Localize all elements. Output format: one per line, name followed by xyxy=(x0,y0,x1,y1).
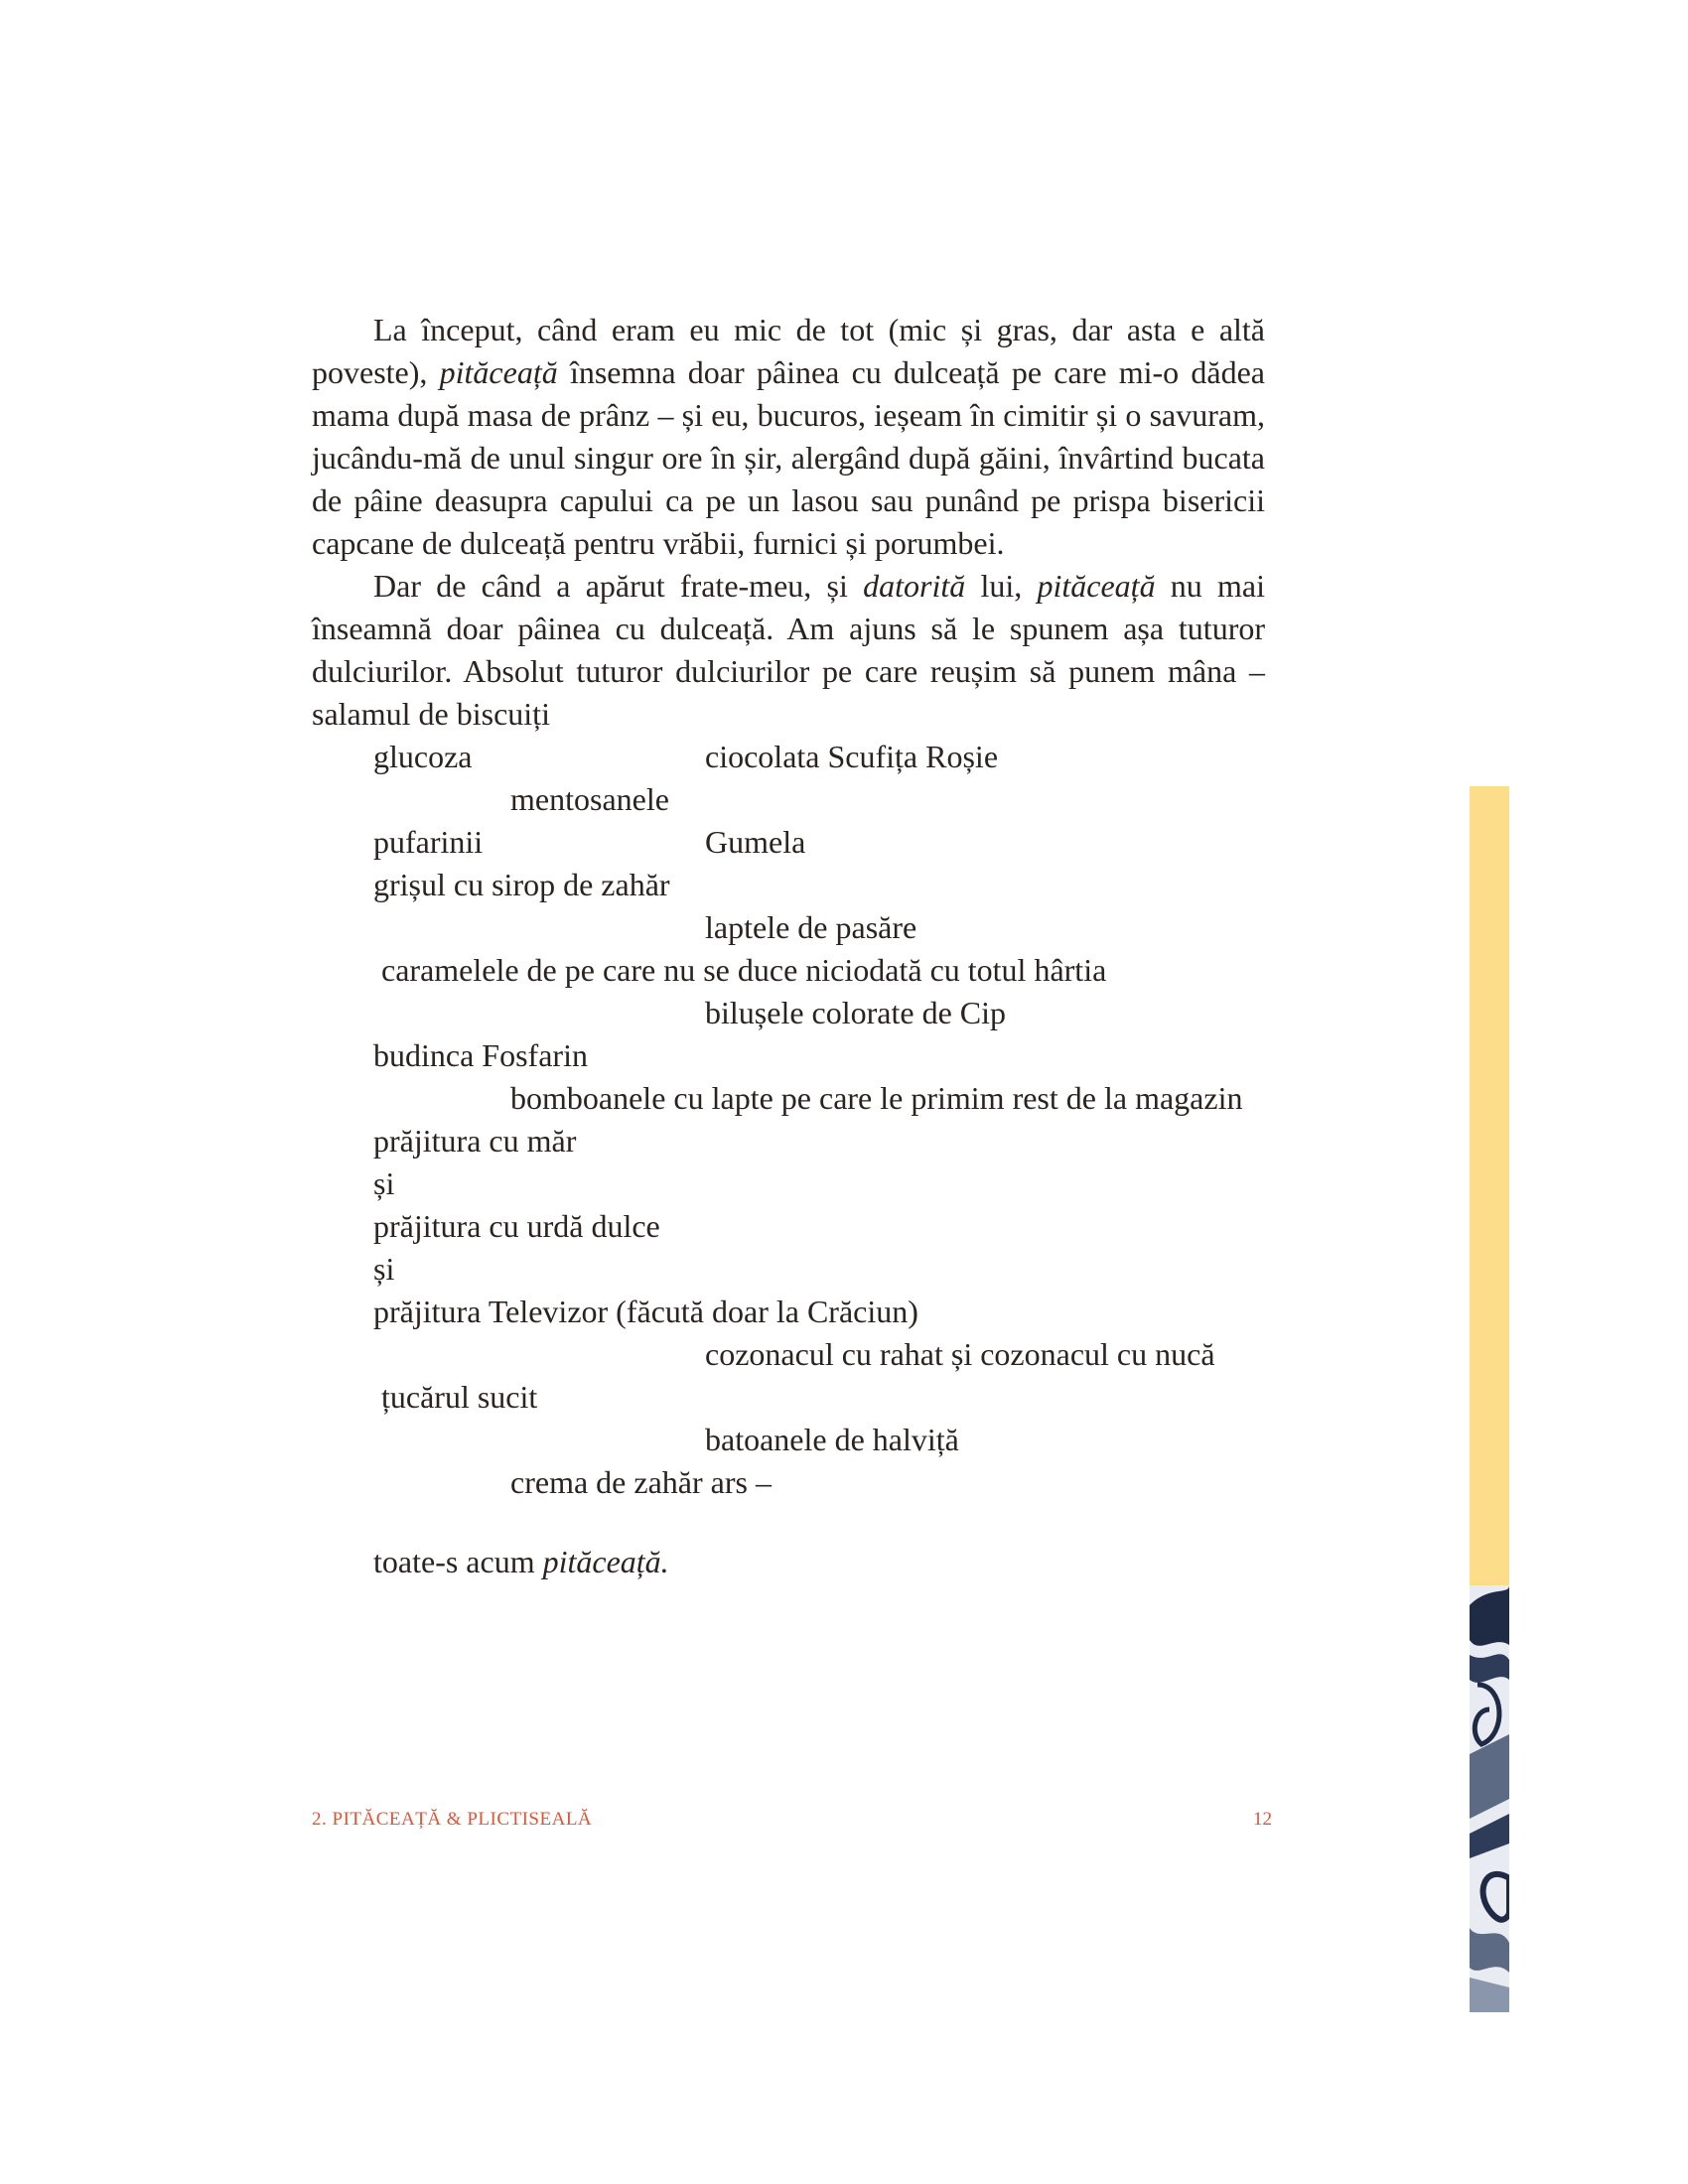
paragraph-2-italic-a: datorită xyxy=(863,568,966,604)
closing-line xyxy=(373,1541,669,1583)
list-item: budinca Fosfarin xyxy=(373,1037,588,1073)
decorative-side-strip xyxy=(1470,786,1509,2012)
list-item: țucărul sucit xyxy=(381,1379,538,1415)
list-item: și xyxy=(373,1251,395,1287)
list-item: bomboanele cu lapte pe care le primim rest de la magazin xyxy=(510,1080,1243,1116)
list-item: glucoza xyxy=(373,739,473,774)
paragraph-2-italic-b: pităceață xyxy=(1037,568,1156,604)
list-item: cozonacul cu rahat și cozonacul cu nucă xyxy=(705,1336,1215,1372)
list-item: ciocolata Scufița Roșie xyxy=(705,739,999,774)
page-number: 12 xyxy=(1253,1809,1272,1830)
body-text xyxy=(312,309,1266,1579)
list-item: batoanele de halviță xyxy=(705,1422,959,1457)
paragraph-2-text-a: Dar de când a apărut frate-meu, și xyxy=(373,568,864,604)
list-item: bilușele colorate de Cip xyxy=(705,995,1007,1030)
illustration-fragment xyxy=(1470,1585,1509,2012)
list-item: grișul cu sirop de zahăr xyxy=(373,867,670,902)
paragraph-1-italic: pităceață xyxy=(439,354,558,390)
list-item: caramelele de pe care nu se duce niciodată cu totul hârtia xyxy=(381,952,1107,988)
chapter-running-footer: 2. PITĂCEAȚĂ & PLICTISEALĂ xyxy=(312,1809,593,1830)
list-item: mentosanele xyxy=(510,781,669,817)
sweets-list xyxy=(312,736,1265,1579)
list-item: laptele de pasăre xyxy=(705,909,917,945)
list-item: și xyxy=(373,1165,395,1201)
closing-italic: pităceață. xyxy=(542,1544,669,1579)
paragraph-1-text-a: La început, când eram eu mic de tot (mic și gras, dar asta e altă poveste), xyxy=(312,312,1265,390)
list-item: prăjitura cu urdă dulce xyxy=(373,1208,660,1244)
paragraph-1-text-b: însemna doar pâinea cu dulceață pe care mi-o dădea mama după masa de prânz – și eu, bucuros, ieșeam în cimitir și o savuram, jucându-mă de unul singur ore în șir, alergând după găini, învârtind bucata de pâine deasupra capului ca pe un lasou sau punând pe prispa bisericii capcane de dulceață pentru vrăbii, furnici și porumbei. xyxy=(312,354,1266,561)
list-item: crema de zahăr ars – xyxy=(510,1464,772,1500)
paragraph-2-text-c: nu mai înseamnă doar pâinea cu dulceață. Am ajuns să le spunem așa tuturor dulciurilor. Absolut tuturor dulciurilor pe care reușim să punem mâna – salamul de biscuiți xyxy=(312,568,1266,732)
list-item: prăjitura Televizor (făcută doar la Crăciun) xyxy=(373,1294,918,1329)
paragraph-2-text-b: lui, xyxy=(965,568,1038,604)
paragraph-2 xyxy=(312,565,1265,736)
list-item: Gumela xyxy=(705,824,806,860)
paragraph-1 xyxy=(312,309,1265,565)
closing-text: toate-s acum xyxy=(373,1544,543,1579)
list-item: pufarinii xyxy=(373,824,484,860)
list-item: prăjitura cu măr xyxy=(373,1123,577,1159)
